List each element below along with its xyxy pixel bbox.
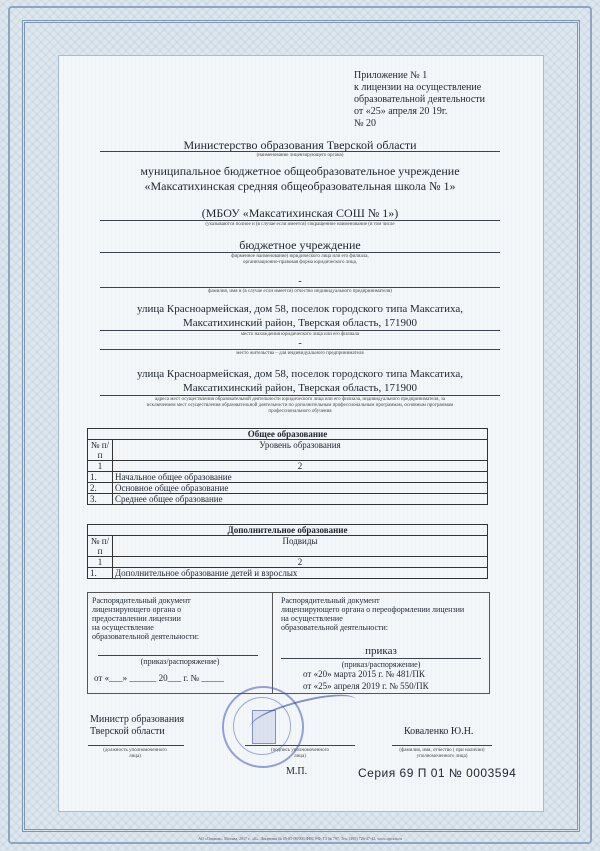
org-underline: [100, 220, 500, 221]
name-caption-1: (фамилия, имя, отчество ( при наличии): [399, 748, 485, 753]
grant-line-1: Распорядительный документ: [92, 596, 191, 605]
col-number-header: № п/п: [88, 536, 113, 557]
appendix-line-3: образовательной деятельности: [354, 94, 485, 105]
appendix-number: Приложение № 1: [354, 70, 428, 81]
residence-caption: место жительства – для индивидуального предпринимателя: [236, 351, 364, 356]
org-short-name: (МБОУ «Максатихинская СОШ № 1»): [201, 206, 399, 220]
name-caption: [386, 748, 498, 760]
appendix-header: [354, 70, 524, 130]
grant-line-4: на осуществление: [92, 623, 154, 632]
printer-footer: АО «Опцион», Москва, 2017 г., «Б», Лицензия № 05-05-09/003 ФНС РФ, ТЗ № 797, Тел. (495) 726-47-42, www.opcion.ru: [198, 836, 402, 841]
position-line-2: Тверской области: [90, 726, 165, 737]
form-caption-1: фирменное наименование) юридического лица или его филиала,: [231, 254, 369, 259]
row-level: Среднее общее образование: [113, 494, 488, 505]
authority-name: Министерство образования Тверской области: [183, 138, 417, 152]
name-caption-2: уполномоченного лица): [416, 754, 468, 759]
row-number: 2.: [88, 483, 113, 494]
seal-label: М.П.: [286, 766, 308, 777]
org-full-name-1: муниципальное бюджетное общеобразовательное учреждение: [140, 164, 460, 178]
row-level: Основное общее образование: [113, 483, 488, 494]
authority-underline: [100, 151, 500, 152]
col-index-1: 1: [88, 461, 113, 472]
row-number: 3.: [88, 494, 113, 505]
legal-address-1: улица Красноармейская, дом 58, поселок городского типа Максатиха,: [136, 303, 463, 315]
table-row: [88, 483, 488, 494]
reissue-line-1: Распорядительный документ: [281, 596, 380, 605]
appendix-license-number: № 20: [354, 118, 377, 129]
decision-grant-box: [87, 592, 273, 694]
reissue-date-1: от «20» марта 2015 г. № 481/ПК: [303, 669, 425, 679]
position-underline: [88, 745, 184, 746]
org-short-caption: (указываются полное и (в случае если имеется) сокращенное наименование (в том числе: [205, 222, 395, 227]
appendix-date: от «25» апреля 20 19г.: [354, 106, 448, 117]
col-number-header: № п/п: [88, 440, 113, 461]
row-number: 1.: [88, 472, 113, 483]
signatory-name: Коваленко Ю.Н.: [404, 726, 474, 737]
address-underline: [100, 330, 500, 331]
row-level: Начальное общее образование: [113, 472, 488, 483]
residence-value: -: [298, 338, 302, 349]
residence-underline: [100, 349, 500, 350]
decision-reissue-box: [272, 592, 490, 694]
authority-caption: (наименование лицензирующего органа): [256, 153, 344, 158]
table-row: [88, 472, 488, 483]
table-row: [88, 568, 488, 579]
activity-caption-2: исключением мест осуществления образовательной деятельности по дополнительным профессиональным программам, основным программам: [146, 403, 454, 408]
activity-caption-3: профессионального обучения: [268, 409, 332, 414]
row-kind: Дополнительное образование детей и взрослых: [113, 568, 488, 579]
grant-line-3: предоставлении лицензии: [92, 614, 181, 623]
name-underline: [392, 745, 492, 746]
reissue-line-4: образовательной деятельности:: [281, 623, 389, 632]
additional-education-table: [87, 524, 488, 579]
table-row: [88, 494, 488, 505]
reissue-kind-caption: (приказ/распоряжение): [341, 660, 421, 669]
reissue-kind-value: приказ: [365, 645, 397, 657]
activity-caption-1: адреса мест осуществления образовательной деятельности юридического лица или его филиала, индивидуального предпринимателя, за: [154, 397, 446, 402]
col-index-2: 2: [113, 557, 488, 568]
fio-caption: фамилия, имя и (в случае если имеется) отчество индивидуального предпринимателя): [208, 289, 392, 294]
general-education-table: [87, 428, 488, 505]
sign-caption-2: лица): [294, 754, 306, 759]
address-caption: место нахождения юридического лица или его филиала: [240, 332, 360, 337]
form-underline: [100, 252, 500, 253]
activity-address-2: Максатихинский район, Тверская область, 171900: [182, 382, 418, 394]
org-full-name-2: «Максатихинская средняя общеобразовательная школа № 1»: [144, 179, 456, 193]
col-kind-header: Подвиды: [113, 536, 488, 557]
reissue-line-3: на осуществление: [281, 614, 343, 623]
signatory-position: [90, 714, 184, 738]
legal-address-2: Максатихинский район, Тверская область, 171900: [182, 317, 418, 329]
position-line-1: Министр образования: [90, 714, 185, 725]
col-level-header: Уровень образования: [113, 440, 488, 461]
position-caption-2: лица): [129, 754, 141, 759]
reissue-line-2: лицензирующего органа о переоформлении лицензии: [281, 605, 465, 614]
activity-underline: [100, 395, 500, 396]
grant-kind-underline: [98, 655, 258, 656]
general-education-title: Общее образование: [88, 429, 488, 440]
grant-line-5: образовательной деятельности:: [92, 632, 200, 641]
reissue-kind-underline: [281, 658, 481, 659]
position-caption: [80, 748, 190, 760]
col-index-2: 2: [113, 461, 488, 472]
form-caption-2: организационно-правовая форма юридического лица,: [242, 260, 358, 265]
appendix-line-2: к лицензии на осуществление: [354, 82, 482, 93]
form-serial-number: Серия 69 П 01 № 0003594: [358, 766, 517, 780]
additional-education-title: Дополнительное образование: [88, 525, 488, 536]
fio-value: -: [298, 276, 302, 287]
activity-address-1: улица Красноармейская, дом 58, поселок городского типа Максатиха,: [136, 368, 463, 380]
grant-line-2: лицензирующего органа о: [92, 605, 182, 614]
row-number: 1.: [88, 568, 113, 579]
fio-underline: [100, 287, 500, 288]
grant-kind-caption: (приказ/распоряжение): [140, 657, 220, 666]
position-caption-1: (должность уполномоченного: [103, 748, 167, 753]
org-legal-form: бюджетное учреждение: [239, 238, 361, 252]
reissue-date-2: от «25» апреля 2019 г. № 550/ПК: [303, 681, 429, 691]
col-index-1: 1: [88, 557, 113, 568]
sign-caption-1: (подпись уполномоченного: [270, 748, 330, 753]
grant-date: от «___» ______ 20___ г. № _____: [94, 673, 224, 683]
